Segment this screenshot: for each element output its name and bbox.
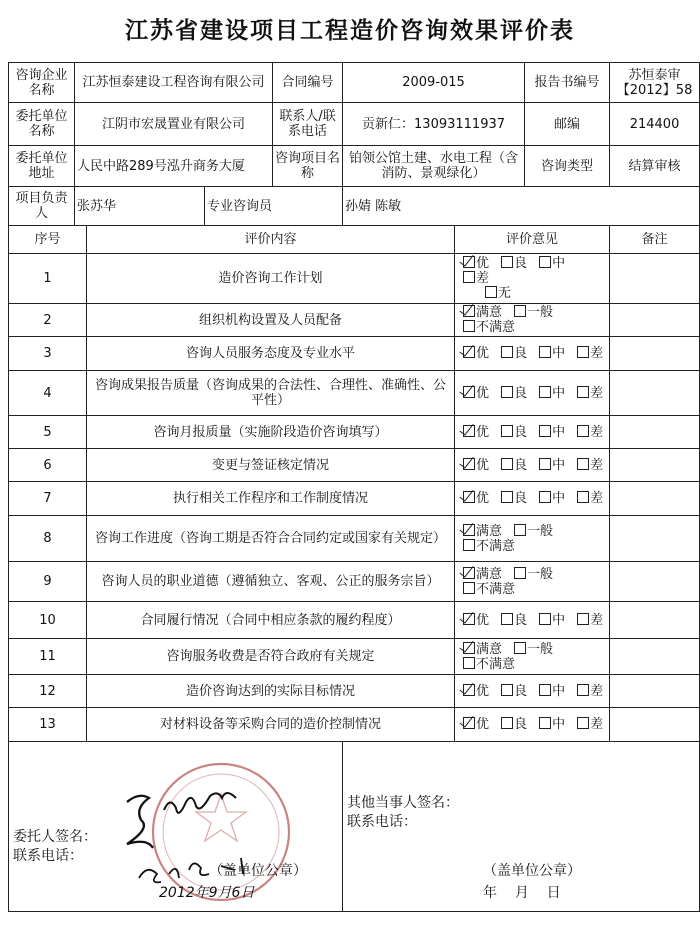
unchecked-checkbox-icon[interactable]: [514, 642, 526, 654]
option-优[interactable]: [463, 256, 489, 271]
evaluation-item: 变更与签证核定情况: [87, 449, 455, 482]
evaluation-row: [9, 516, 700, 562]
unchecked-checkbox-icon[interactable]: [514, 567, 526, 579]
option-label: 优: [476, 424, 490, 440]
option-中[interactable]: [539, 458, 565, 473]
remark-cell[interactable]: [610, 708, 700, 742]
remark-cell[interactable]: [610, 449, 700, 482]
remark-cell[interactable]: [610, 337, 700, 371]
checked-checkbox-icon[interactable]: [463, 524, 475, 536]
option-label: 中: [552, 683, 566, 699]
checked-checkbox-icon[interactable]: [463, 458, 475, 470]
remark-cell[interactable]: [610, 371, 700, 416]
evaluation-options: [455, 337, 610, 371]
header-remark: 备注: [610, 226, 700, 254]
option-label: 无: [498, 286, 512, 301]
checked-checkbox-icon[interactable]: [463, 386, 475, 398]
evaluation-table: [8, 62, 700, 912]
option-label: 满意: [476, 523, 503, 539]
option-label: 差: [590, 491, 604, 506]
option-label: 良: [514, 612, 528, 628]
option-label: 差: [590, 424, 604, 440]
option-label: 良: [514, 457, 528, 473]
option-label: 中: [552, 256, 566, 271]
option-满意[interactable]: [463, 642, 502, 657]
evaluation-item: 咨询服务收费是否符合政府有关规定: [87, 639, 455, 675]
option-label: 满意: [476, 566, 503, 582]
option-中[interactable]: [539, 256, 565, 271]
option-优[interactable]: [463, 613, 489, 628]
option-label: 优: [476, 612, 490, 628]
checked-checkbox-icon[interactable]: [463, 717, 475, 729]
evaluation-options: [455, 449, 610, 482]
option-label: 优: [476, 717, 490, 732]
info-row-address: [9, 146, 700, 187]
checked-checkbox-icon[interactable]: [463, 642, 475, 654]
option-label: 差: [590, 457, 604, 473]
unchecked-checkbox-icon[interactable]: [577, 425, 589, 437]
option-优[interactable]: [463, 717, 489, 732]
firm-value: 江苏恒泰建设工程咨询有限公司: [75, 63, 273, 103]
signature-row: [9, 742, 700, 912]
row-number: 9: [9, 562, 87, 602]
option-label: 满意: [476, 641, 503, 657]
option-label: 中: [552, 424, 566, 440]
option-label: 优: [476, 491, 490, 506]
option-中[interactable]: [539, 346, 565, 361]
remark-cell[interactable]: [610, 416, 700, 449]
info-row-client: [9, 103, 700, 146]
remark-cell[interactable]: [610, 482, 700, 516]
type-value: 结算审核: [610, 146, 700, 187]
option-良[interactable]: [501, 425, 527, 440]
unchecked-checkbox-icon[interactable]: [485, 286, 497, 298]
option-优[interactable]: [463, 458, 489, 473]
evaluation-item: 咨询人员的职业道德（遵循独立、客观、公正的服务宗旨）: [87, 562, 455, 602]
unchecked-checkbox-icon[interactable]: [539, 458, 551, 470]
unchecked-checkbox-icon[interactable]: [501, 346, 513, 358]
unchecked-checkbox-icon[interactable]: [501, 386, 513, 398]
option-良[interactable]: [501, 458, 527, 473]
option-满意[interactable]: [463, 567, 502, 582]
option-不满意[interactable]: [463, 657, 515, 672]
option-不满意[interactable]: [463, 320, 515, 335]
option-label: 差: [590, 612, 604, 628]
unchecked-checkbox-icon[interactable]: [539, 386, 551, 398]
row-number: 6: [9, 449, 87, 482]
option-label: 一般: [527, 641, 554, 657]
project-value: 铂领公馆土建、水电工程（含消防、景观绿化）: [343, 146, 525, 187]
remark-cell[interactable]: [610, 602, 700, 639]
option-差[interactable]: [577, 346, 603, 361]
client-phone-label: 联系电话：: [13, 848, 83, 864]
unchecked-checkbox-icon[interactable]: [463, 582, 475, 594]
option-差[interactable]: [577, 386, 603, 401]
evaluation-options: [455, 639, 610, 675]
option-label: 不满意: [476, 320, 516, 335]
contract-no-label: 合同编号: [273, 63, 343, 103]
evaluation-options: [455, 482, 610, 516]
option-良[interactable]: [501, 386, 527, 401]
address-value: 人民中路289号泓升商务大厦: [75, 146, 273, 187]
client-signature-cell: [9, 742, 343, 912]
option-满意[interactable]: [463, 305, 502, 320]
option-label: 满意: [476, 305, 503, 320]
evaluation-row: [9, 449, 700, 482]
checked-checkbox-icon[interactable]: [463, 425, 475, 437]
client-sign-date: 2012年9月6日: [159, 885, 255, 901]
option-一般[interactable]: [514, 567, 553, 582]
option-label: 一般: [527, 305, 554, 320]
row-number: 4: [9, 371, 87, 416]
checked-checkbox-icon[interactable]: [463, 256, 475, 268]
unchecked-checkbox-icon[interactable]: [577, 684, 589, 696]
evaluation-options: [455, 516, 610, 562]
option-良[interactable]: [501, 717, 527, 732]
evaluation-row: [9, 639, 700, 675]
option-优[interactable]: [463, 491, 489, 506]
unchecked-checkbox-icon[interactable]: [539, 613, 551, 625]
option-label: 中: [552, 612, 566, 628]
option-满意[interactable]: [463, 524, 502, 539]
option-良[interactable]: [501, 256, 527, 271]
option-无[interactable]: [485, 286, 511, 301]
contract-no-value: 2009-015: [343, 63, 525, 103]
leader-value: 张苏华: [75, 187, 205, 226]
report-no-label: 报告书编号: [525, 63, 610, 103]
unchecked-checkbox-icon[interactable]: [463, 271, 475, 283]
header-opinion: 评价意见: [455, 226, 610, 254]
evaluation-row: [9, 371, 700, 416]
evaluation-row: [9, 562, 700, 602]
unchecked-checkbox-icon[interactable]: [577, 717, 589, 729]
evaluation-row: [9, 337, 700, 371]
option-label: 差: [590, 385, 604, 401]
unchecked-checkbox-icon[interactable]: [577, 458, 589, 470]
evaluation-options: [455, 562, 610, 602]
row-number: 5: [9, 416, 87, 449]
evaluation-item: 执行相关工作程序和工作制度情况: [87, 482, 455, 516]
evaluation-item: 造价咨询达到的实际目标情况: [87, 675, 455, 708]
postcode-value: 214400: [610, 103, 700, 146]
option-label: 优: [476, 683, 490, 699]
unchecked-checkbox-icon[interactable]: [577, 346, 589, 358]
option-优[interactable]: [463, 386, 489, 401]
header-row: [9, 226, 700, 254]
other-party-signature-cell: [343, 742, 700, 912]
option-中[interactable]: [539, 386, 565, 401]
row-number: 13: [9, 708, 87, 742]
option-一般[interactable]: [514, 524, 553, 539]
evaluation-item: 合同履行情况（合同中相应条款的履约程度）: [87, 602, 455, 639]
client-sign-label: 委托人签名：: [13, 829, 97, 845]
option-label: 优: [476, 256, 490, 271]
option-label: 中: [552, 457, 566, 473]
remark-cell[interactable]: [610, 304, 700, 337]
unchecked-checkbox-icon[interactable]: [501, 717, 513, 729]
option-label: 良: [514, 717, 528, 732]
option-差[interactable]: [577, 613, 603, 628]
evaluation-row: [9, 602, 700, 639]
other-seal-label: （盖单位公章）: [483, 863, 582, 879]
unchecked-checkbox-icon[interactable]: [501, 684, 513, 696]
option-差[interactable]: [577, 684, 603, 699]
row-number: 11: [9, 639, 87, 675]
evaluation-item: 咨询工作进度（咨询工期是否符合合同约定或国家有关规定）: [87, 516, 455, 562]
other-sign-label: 其他当事人签名：: [347, 795, 460, 811]
option-label: 中: [552, 717, 566, 732]
evaluation-item: 咨询成果报告质量（咨询成果的合法性、合理性、准确性、公平性）: [87, 371, 455, 416]
unchecked-checkbox-icon[interactable]: [539, 425, 551, 437]
evaluation-row: [9, 254, 700, 304]
evaluation-options: [455, 371, 610, 416]
contact-value: 贡新仁：13093111937: [343, 103, 525, 146]
option-label: 差: [590, 717, 604, 732]
checked-checkbox-icon[interactable]: [463, 305, 475, 317]
unchecked-checkbox-icon[interactable]: [539, 256, 551, 268]
option-label: 良: [514, 385, 528, 401]
option-中[interactable]: [539, 613, 565, 628]
unchecked-checkbox-icon[interactable]: [463, 657, 475, 669]
form-title: 江苏省建设项目工程造价咨询效果评价表: [125, 18, 575, 44]
handwritten-signature: [109, 770, 279, 900]
address-label: 委托单位地址: [9, 146, 75, 187]
evaluation-options: [455, 304, 610, 337]
option-label: 一般: [527, 523, 554, 539]
unchecked-checkbox-icon[interactable]: [539, 684, 551, 696]
unchecked-checkbox-icon[interactable]: [501, 256, 513, 268]
header-content: 评价内容: [87, 226, 455, 254]
row-number: 1: [9, 254, 87, 304]
evaluation-row: [9, 482, 700, 516]
checked-checkbox-icon[interactable]: [463, 684, 475, 696]
option-差[interactable]: [463, 271, 489, 286]
evaluation-options: [455, 254, 610, 304]
unchecked-checkbox-icon[interactable]: [501, 491, 513, 503]
checked-checkbox-icon[interactable]: [463, 346, 475, 358]
evaluation-options: [455, 708, 610, 742]
client-value: 江阴市宏晟置业有限公司: [75, 103, 273, 146]
option-label: 良: [514, 491, 528, 506]
option-label: 优: [476, 346, 490, 361]
evaluation-row: [9, 675, 700, 708]
consultant-value: 孙婧 陈敏: [343, 187, 700, 226]
option-差[interactable]: [577, 458, 603, 473]
row-number: 3: [9, 337, 87, 371]
option-不满意[interactable]: [463, 582, 515, 597]
option-label: 良: [514, 256, 528, 271]
remark-cell[interactable]: [610, 562, 700, 602]
report-no-value: 苏恒泰审【2012】58: [610, 63, 700, 103]
remark-cell[interactable]: [610, 254, 700, 304]
consultant-label: 专业咨询员: [205, 187, 343, 226]
option-label: 差: [590, 683, 604, 699]
option-label: 一般: [527, 566, 554, 582]
unchecked-checkbox-icon[interactable]: [501, 458, 513, 470]
unchecked-checkbox-icon[interactable]: [501, 613, 513, 625]
evaluation-options: [455, 675, 610, 708]
option-label: 不满意: [476, 656, 516, 672]
row-number: 7: [9, 482, 87, 516]
unchecked-checkbox-icon[interactable]: [577, 613, 589, 625]
row-number: 8: [9, 516, 87, 562]
unchecked-checkbox-icon[interactable]: [501, 425, 513, 437]
option-一般[interactable]: [514, 305, 553, 320]
info-row-leader: [9, 187, 700, 226]
evaluation-row: [9, 416, 700, 449]
option-良[interactable]: [501, 613, 527, 628]
evaluation-item: 对材料设备等采购合同的造价控制情况: [87, 708, 455, 742]
row-number: 10: [9, 602, 87, 639]
unchecked-checkbox-icon[interactable]: [577, 491, 589, 503]
option-中[interactable]: [539, 425, 565, 440]
option-差[interactable]: [577, 425, 603, 440]
option-良[interactable]: [501, 684, 527, 699]
project-label: 咨询项目名称: [273, 146, 343, 187]
unchecked-checkbox-icon[interactable]: [514, 524, 526, 536]
option-label: 良: [514, 683, 528, 699]
option-差[interactable]: [577, 491, 603, 506]
checked-checkbox-icon[interactable]: [463, 613, 475, 625]
option-良[interactable]: [501, 346, 527, 361]
checked-checkbox-icon[interactable]: [463, 491, 475, 503]
option-label: 差: [476, 271, 490, 286]
option-一般[interactable]: [514, 642, 553, 657]
contact-label: 联系人/联系电话: [273, 103, 343, 146]
unchecked-checkbox-icon[interactable]: [463, 320, 475, 332]
remark-cell[interactable]: [610, 675, 700, 708]
option-label: 中: [552, 491, 566, 506]
option-优[interactable]: [463, 346, 489, 361]
option-label: 优: [476, 457, 490, 473]
other-sign-date: 年 月 日: [483, 885, 561, 901]
evaluation-item: 咨询月报质量（实施阶段造价咨询填写）: [87, 416, 455, 449]
evaluation-rows: [9, 254, 700, 742]
row-number: 2: [9, 304, 87, 337]
evaluation-item: 造价咨询工作计划: [87, 254, 455, 304]
option-优[interactable]: [463, 684, 489, 699]
remark-cell[interactable]: [610, 639, 700, 675]
header-no: 序号: [9, 226, 87, 254]
evaluation-item: 组织机构设置及人员配备: [87, 304, 455, 337]
row-number: 12: [9, 675, 87, 708]
option-优[interactable]: [463, 425, 489, 440]
option-label: 不满意: [476, 538, 516, 554]
leader-label: 项目负责人: [9, 187, 75, 226]
option-label: 良: [514, 424, 528, 440]
option-中[interactable]: [539, 491, 565, 506]
firm-label: 咨询企业名称: [9, 63, 75, 103]
option-label: 中: [552, 385, 566, 401]
option-良[interactable]: [501, 491, 527, 506]
info-row-firm: [9, 63, 700, 103]
option-差[interactable]: [577, 717, 603, 732]
option-不满意[interactable]: [463, 539, 515, 554]
option-label: 差: [590, 346, 604, 361]
client-seal-label: （盖单位公章）: [209, 863, 307, 879]
evaluation-options: [455, 416, 610, 449]
option-label: 不满意: [476, 581, 516, 597]
type-label: 咨询类型: [525, 146, 610, 187]
option-中[interactable]: [539, 684, 565, 699]
unchecked-checkbox-icon[interactable]: [514, 305, 526, 317]
evaluation-row: [9, 708, 700, 742]
unchecked-checkbox-icon[interactable]: [463, 539, 475, 551]
client-label: 委托单位名称: [9, 103, 75, 146]
option-中[interactable]: [539, 717, 565, 732]
evaluation-options: [455, 602, 610, 639]
checked-checkbox-icon[interactable]: [463, 567, 475, 579]
evaluation-row: [9, 304, 700, 337]
unchecked-checkbox-icon[interactable]: [539, 717, 551, 729]
option-label: 优: [476, 385, 490, 401]
unchecked-checkbox-icon[interactable]: [539, 491, 551, 503]
postcode-label: 邮编: [525, 103, 610, 146]
other-phone-label: 联系电话：: [347, 814, 418, 830]
unchecked-checkbox-icon[interactable]: [539, 346, 551, 358]
option-label: 中: [552, 346, 566, 361]
remark-cell[interactable]: [610, 516, 700, 562]
option-label: 良: [514, 346, 528, 361]
unchecked-checkbox-icon[interactable]: [577, 386, 589, 398]
evaluation-item: 咨询人员服务态度及专业水平: [87, 337, 455, 371]
